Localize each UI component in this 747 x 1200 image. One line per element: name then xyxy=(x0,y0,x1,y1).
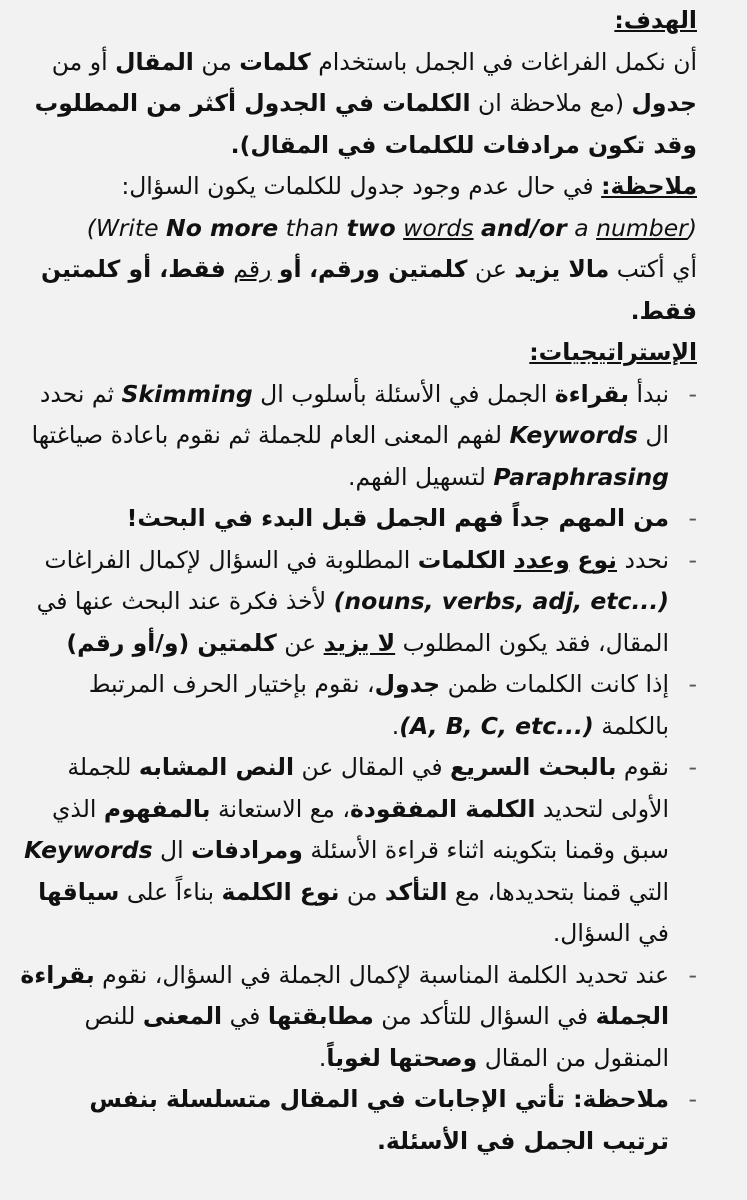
english-term: (A, B, C, etc...) xyxy=(399,711,594,740)
strategy-item xyxy=(16,747,697,955)
bold-run: جدول xyxy=(631,89,697,117)
text-run: من xyxy=(339,877,385,906)
arabic-explanation xyxy=(16,249,697,332)
bold-run: مالا يزيد xyxy=(514,255,610,283)
strategy-item xyxy=(16,955,697,1080)
bold-run: No more xyxy=(166,213,279,242)
text-run: ، نقوم بإختيار الحرف المرتبط بالكلمة xyxy=(88,670,669,740)
bold-run: من المهم جداً فهم الجمل قبل البدء في البحث! xyxy=(126,504,669,532)
english-instruction xyxy=(16,208,697,250)
text-run: نبدأ xyxy=(629,379,669,408)
text-run: في حال عدم وجود جدول للكلمات يكون السؤال: xyxy=(121,172,602,200)
bold-run: two xyxy=(346,213,396,242)
english-term: Paraphrasing xyxy=(493,462,669,491)
text-run: المطلوبة في السؤال لإكمال الفراغات xyxy=(44,545,418,574)
bold-run: جدول xyxy=(374,670,441,698)
text-run: ) xyxy=(687,213,697,242)
bold-run: الكلمة المفقودة xyxy=(349,794,536,823)
bold-run: فقط، أو كلمتين فقط. xyxy=(40,255,697,325)
text-run: نحدد xyxy=(617,545,669,574)
strategies-heading: الإستراتيجيات: xyxy=(529,338,697,366)
text-run: لفهم المعنى العام للجملة ثم نقوم باعادة صياغتها xyxy=(31,421,510,449)
bold-underlined-run: لا يزيد xyxy=(323,628,396,657)
bold-run: الكلمات xyxy=(417,545,507,574)
english-term: (nouns, verbs, adj, etc...) xyxy=(333,587,669,615)
note-label: ملاحظة: xyxy=(601,172,697,200)
text-run: في السؤال للتأكد من xyxy=(373,1002,596,1030)
text-run: في المقال عن xyxy=(294,753,451,781)
english-term: Keywords xyxy=(24,836,153,864)
strategy-item xyxy=(16,374,697,499)
goal-paragraph xyxy=(16,42,697,167)
text-run: لتسهيل الفهم. xyxy=(347,462,494,491)
text-run: الجمل في الأسئلة بأسلوب ال xyxy=(252,379,555,408)
text-run: (Write xyxy=(86,213,167,242)
bold-run: نوع الكلمة xyxy=(221,877,340,906)
text-run: لأخذ فكرة عند البحث عنها في المقال، فقد يكون المطلوب xyxy=(36,587,669,657)
bold-run: بقراءة الجملة xyxy=(20,960,669,1030)
underlined-run: words xyxy=(403,213,474,242)
bold-run: بالبحث السريع xyxy=(450,753,617,781)
bold-run: أو xyxy=(278,255,302,283)
bold-run: and/or xyxy=(481,213,567,242)
text-run: في السؤال. xyxy=(552,919,669,947)
strategy-item xyxy=(16,540,697,665)
strategy-item xyxy=(16,498,697,540)
text-run: الذي سبق وقمنا بتكوينه اثناء قراءة الأسئلة xyxy=(51,794,669,864)
bold-run: وصحتها لغوياً xyxy=(326,1043,478,1072)
bold-run: بقراءة xyxy=(554,379,630,408)
bold-run: كلمتين xyxy=(197,628,277,657)
text-run: أن نكمل الفراغات في الجمل باستخدام xyxy=(310,47,697,76)
bold-run: سياقها xyxy=(38,877,120,906)
text-run: . xyxy=(391,711,400,740)
text-run xyxy=(396,214,403,242)
text-run xyxy=(302,255,309,283)
bold-underlined-run: نوع xyxy=(577,545,618,574)
text-run: عن xyxy=(467,255,515,283)
text-run: a xyxy=(566,213,597,242)
text-run: أو من xyxy=(51,47,116,76)
bold-run: كلمات xyxy=(239,47,311,76)
bold-run: الكلمات في الجدول أكثر من المطلوب وقد تكون مرادفات للكلمات في المقال). xyxy=(34,89,697,159)
text-run: للنص المنقول من المقال xyxy=(84,1002,669,1072)
text-run: للجملة الأولى لتحديد xyxy=(67,753,669,823)
english-instruction-text xyxy=(87,214,697,242)
strategy-item xyxy=(16,664,697,747)
bold-run: بالمفهوم xyxy=(103,794,211,823)
text-run: (مع ملاحظة ان xyxy=(470,89,632,117)
bold-run: المقال xyxy=(115,47,194,76)
text-run: ثم نحدد ال xyxy=(39,379,669,449)
text-run: ، مع الاستعانة xyxy=(210,794,350,823)
strategy-item xyxy=(16,1079,697,1162)
text-run: إذا كانت الكلمات ظمن xyxy=(440,670,669,698)
text-run: than xyxy=(278,213,347,242)
strategies-list xyxy=(16,374,697,1163)
text-run: . xyxy=(318,1043,327,1072)
underlined-run: رقم xyxy=(233,255,272,283)
text-run: من xyxy=(193,47,240,76)
bold-run: التأكد xyxy=(384,877,448,906)
note-paragraph xyxy=(16,166,697,208)
bold-run: كلمتين ورقم، xyxy=(309,255,468,283)
bold-run: ومرادفات xyxy=(191,836,303,864)
text-run: عند تحديد الكلمة المناسبة لإكمال الجملة في السؤال، نقوم xyxy=(94,960,669,989)
bold-underlined-run: وعدد xyxy=(513,545,570,574)
text-run: التي قمنا بتحديدها، مع xyxy=(447,877,669,906)
goal-heading: الهدف: xyxy=(614,6,697,34)
text-run xyxy=(271,255,278,283)
text-run: في xyxy=(222,1002,268,1030)
english-term: Keywords xyxy=(509,421,638,449)
bold-run: مطابقتها xyxy=(267,1002,374,1030)
text-run: بناءاً على xyxy=(119,877,222,906)
text-run: نقوم xyxy=(616,753,669,781)
text-run xyxy=(474,214,481,242)
text-run: أي أكتب xyxy=(609,255,697,283)
bold-run: ملاحظة: تأتي الإجابات في المقال متسلسلة بنفس ترتيب الجمل في الأسئلة. xyxy=(89,1085,669,1155)
text-run: عن xyxy=(276,628,324,657)
text-run: ال xyxy=(152,836,192,864)
underlined-run: number xyxy=(596,213,688,242)
bold-run: المعنى xyxy=(142,1002,223,1030)
text-run xyxy=(506,546,513,574)
bold-run: (و/أو رقم) xyxy=(66,628,198,657)
english-term: Skimming xyxy=(121,379,253,408)
bold-run: النص المشابه xyxy=(138,753,295,781)
